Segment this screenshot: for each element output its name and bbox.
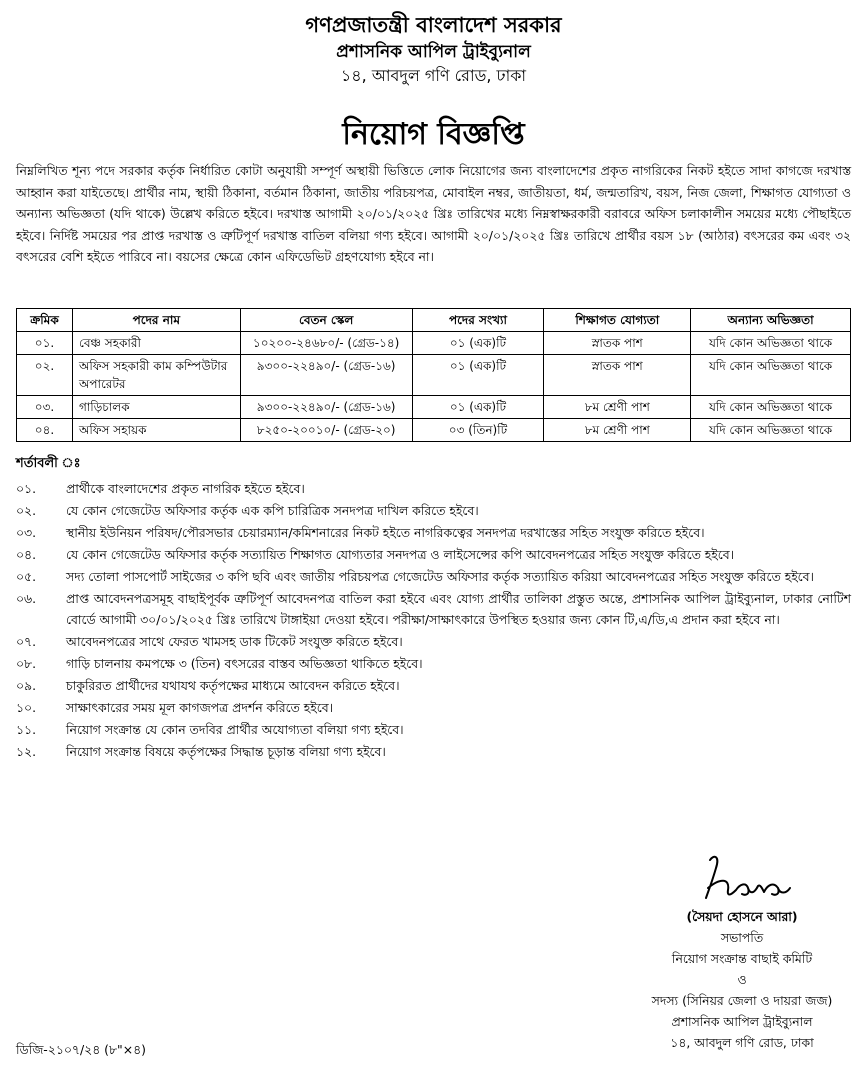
list-item [16, 522, 851, 543]
cell-post-name: গাড়িচালক [72, 396, 240, 419]
table-row [17, 332, 851, 355]
list-item [16, 653, 851, 674]
cell-experience: যদি কোন অভিজ্ঞতা থাকে [691, 332, 851, 355]
cell-serial: ০৪. [17, 419, 73, 442]
table-header-row [17, 309, 851, 332]
signatory-designation: সভাপতি [720, 930, 764, 945]
cell-education: স্নাতক পাশ [544, 332, 691, 355]
cell-pay-scale: ৯৩০০-২২৪৯০/- (গ্রেড-১৬) [240, 355, 412, 396]
list-item [16, 719, 851, 740]
condition-number: ০২. [16, 503, 37, 518]
signatory-committee: নিয়োগ সংক্রান্ত বাছাই কমিটি [671, 951, 813, 966]
table-row [17, 355, 851, 396]
condition-number: ০৬. [16, 591, 37, 606]
cell-education: স্নাতক পাশ [544, 355, 691, 396]
intro-paragraph: নিম্নলিখিত শূন্য পদে সরকার কর্তৃক নির্ধারিত কোটা অনুযায়ী সম্পূর্ণ অস্থায়ী ভিত্তিতে লোক নিয়োগের জন্য বাংলাদেশের প্রকৃত নাগরিকের নিকট হইতে সাদা কাগজে দরখাস্ত আহ্বান করা যাইতেছে। প্রার্থীর নাম, স্থায়ী ঠিকানা, বর্তমান ঠিকানা, জাতীয় পরিচয়পত্র, মোবাইল নম্বর, জাতীয়তা, ধর্ম, জন্মতারিখ, বয়স, নিজ জেলা, শিক্ষাগত যোগ্যতা ও অন্যান্য অভিজ্ঞতা (যদি থাকে) উল্লেখ করিতে হইবে। দরখাস্ত আগামী ২০/০১/২০২৫ খ্রিঃ তারিখের মধ্যে নিম্নস্বাক্ষরকারী বরাবরে অফিস চলাকালীন সময়ের মধ্যে পৌছাইতে হইবে। নির্দিষ্ট সময়ের পর প্রাপ্ত দরখাস্ত ও ত্রুটিপূর্ণ দরখাস্ত বাতিল বলিয়া গণ্য হইবে। আগামী ২০/০১/২০২৫ খ্রিঃ তারিখে প্রার্থীর বয়স ১৮ (আঠার) বৎসরের কম এবং ৩২ বৎসরের বেশি হইতে পারিবে না। বয়সের ক্ষেত্রে কোন এফিডেভিট গ্রহণযোগ্য হইবে না। [16, 163, 851, 265]
table-row [17, 419, 851, 442]
print-code: ডিজি-২১০৭/২৪ (৮"×৪) [16, 1042, 147, 1057]
cell-post-count: ০১ (এক)টি [412, 332, 544, 355]
condition-number: ০৮. [16, 656, 37, 671]
condition-number: ১২. [16, 744, 37, 759]
list-item [16, 675, 851, 696]
conditions-heading: শর্তাবলী ঃ [16, 456, 81, 471]
cell-pay-scale: ৮২৫০-২০০১০/- (গ্রেড-২০) [240, 419, 412, 442]
signatory-member: সদস্য (সিনিয়র জেলা ও দায়রা জজ) [651, 993, 833, 1008]
col-post-count: পদের সংখ্যা [412, 309, 544, 332]
condition-number: ০৭. [16, 634, 37, 649]
office-name: প্রশাসনিক আপিল ট্রাইব্যুনাল [336, 42, 531, 62]
condition-text: যে কোন গেজেটেড অফিসার কর্তৃক সত্যায়িত শিক্ষাগত যোগ্যতার সনদপত্র ও লাইসেন্সের কপি আবেদনপত্রের সহিত সংযুক্ত করিতে হইবে। [66, 547, 735, 562]
cell-post-name: অফিস সহকারী কাম কম্পিউটার অপারেটর [72, 355, 240, 396]
condition-text: নিয়োগ সংক্রান্ত বিষয়ে কর্তৃপক্ষের সিদ্ধান্ত চূড়ান্ত বলিয়া গণ্য হইবে। [66, 744, 386, 759]
handwritten-signature [690, 848, 820, 908]
office-address: ১৪, আবদুল গণি রোড, ঢাকা [340, 66, 527, 85]
signatory-conjunction: ও [737, 972, 747, 987]
list-item [16, 544, 851, 565]
condition-number: ০৯. [16, 678, 37, 693]
signatory-office: প্রশাসনিক আপিল ট্রাইব্যুনাল [671, 1014, 813, 1029]
posts-table [16, 308, 851, 442]
cell-pay-scale: ১০২০০-২৪৬৮০/- (গ্রেড-১৪) [240, 332, 412, 355]
condition-text: প্রাপ্ত আবেদনপত্রসমূহ বাছাইপূর্বক ত্রুটিপূর্ণ আবেদনপত্র বাতিল করা হইবে এবং যোগ্য প্রার্থীর তালিকা প্রস্তুত অন্তে, প্রশাসনিক আপিল ট্রাইব্যুনাল, ঢাকার নোটিশ বোর্ডে আগামী ৩০/০১/২০২৫ খ্রিঃ তারিখে টাঙ্গাইয়া দেওয়া হইবে। পরীক্ষা/সাক্ষাৎকারে উপস্থিত হওয়ার জন্য কোন টি,এ/ডি,এ প্রদান করা হইবে না। [66, 591, 851, 627]
cell-post-count: ০১ (এক)টি [412, 396, 544, 419]
condition-number: ১১. [16, 722, 37, 737]
signatory-name: (সৈয়দা হোসনে আরা) [686, 909, 798, 924]
condition-number: ০৩. [16, 525, 37, 540]
cell-education: ৮ম শ্রেণী পাশ [544, 419, 691, 442]
condition-text: সদ্য তোলা পাসপোর্ট সাইজের ৩ কপি ছবি এবং জাতীয় পরিচয়পত্র গেজেটেড অফিসার কর্তৃক সত্যায়িত করিয়া আবেদনপত্রের সহিত সংযুক্ত করিতে হইবে। [66, 569, 814, 584]
header [0, 10, 867, 88]
condition-number: ০৪. [16, 547, 37, 562]
cell-pay-scale: ৯৩০০-২২৪৯০/- (গ্রেড-১৬) [240, 396, 412, 419]
col-education: শিক্ষাগত যোগ্যতা [544, 309, 691, 332]
cell-post-count: ০৩ (তিন)টি [412, 419, 544, 442]
list-item [16, 566, 851, 587]
condition-text: সাক্ষাৎকারের সময় মূল কাগজপত্র প্রদর্শন করিতে হইবে। [66, 700, 334, 715]
cell-serial: ০১. [17, 332, 73, 355]
cell-education: ৮ম শ্রেণী পাশ [544, 396, 691, 419]
condition-text: আবেদনপত্রের সাথে ফেরত খামসহ ডাক টিকেট সংযুক্ত করিতে হইবে। [66, 634, 403, 649]
list-item [16, 588, 851, 630]
list-item [16, 631, 851, 652]
cell-serial: ০৩. [17, 396, 73, 419]
list-item [16, 697, 851, 718]
cell-serial: ০২. [17, 355, 73, 396]
cell-post-name: বেঞ্চ সহকারী [72, 332, 240, 355]
condition-number: ০১. [16, 481, 37, 496]
cell-experience: যদি কোন অভিজ্ঞতা থাকে [691, 355, 851, 396]
cell-experience: যদি কোন অভিজ্ঞতা থাকে [691, 419, 851, 442]
col-experience: অন্যান্য অভিজ্ঞতা [691, 309, 851, 332]
col-serial: ক্রমিক [17, 309, 73, 332]
table-row [17, 396, 851, 419]
col-post-name: পদের নাম [72, 309, 240, 332]
condition-text: চাকুরিরত প্রার্থীদের যথাযথ কর্তৃপক্ষের মাধ্যমে আবেদন করিতে হইবে। [66, 678, 400, 693]
conditions-list [16, 478, 851, 763]
cell-experience: যদি কোন অভিজ্ঞতা থাকে [691, 396, 851, 419]
cell-post-name: অফিস সহায়ক [72, 419, 240, 442]
list-item [16, 478, 851, 499]
signature-block [612, 906, 867, 1053]
condition-number: ০৫. [16, 569, 37, 584]
government-name: গণপ্রজাতন্ত্রী বাংলাদেশ সরকার [305, 13, 562, 37]
list-item [16, 741, 851, 762]
condition-text: যে কোন গেজেটেড অফিসার কর্তৃক এক কপি চারিত্রিক সনদপত্র দাখিল করিতে হইবে। [66, 503, 479, 518]
cell-post-count: ০১ (এক)টি [412, 355, 544, 396]
condition-text: স্থানীয় ইউনিয়ন পরিষদ/পৌরসভার চেয়ারম্যান/কমিশনারের নিকট হইতে নাগরিকত্বের সনদপত্র দরখাস্তের সহিত সংযুক্ত করিতে হইবে। [66, 525, 705, 540]
notice-title: নিয়োগ বিজ্ঞপ্তি [342, 117, 525, 152]
condition-text: নিয়োগ সংক্রান্ত যে কোন তদবির প্রার্থীর অযোগ্যতা বলিয়া গণ্য হইবে। [66, 722, 404, 737]
condition-text: প্রার্থীকে বাংলাদেশের প্রকৃত নাগরিক হইতে হইবে। [66, 481, 305, 496]
condition-text: গাড়ি চালনায় কমপক্ষে ৩ (তিন) বৎসরের বাস্তব অভিজ্ঞতা থাকিতে হইবে। [66, 656, 423, 671]
col-pay-scale: বেতন স্কেল [240, 309, 412, 332]
signatory-address: ১৪, আবদুল গণি রোড, ঢাকা [670, 1035, 814, 1050]
condition-number: ১০. [16, 700, 37, 715]
list-item [16, 500, 851, 521]
